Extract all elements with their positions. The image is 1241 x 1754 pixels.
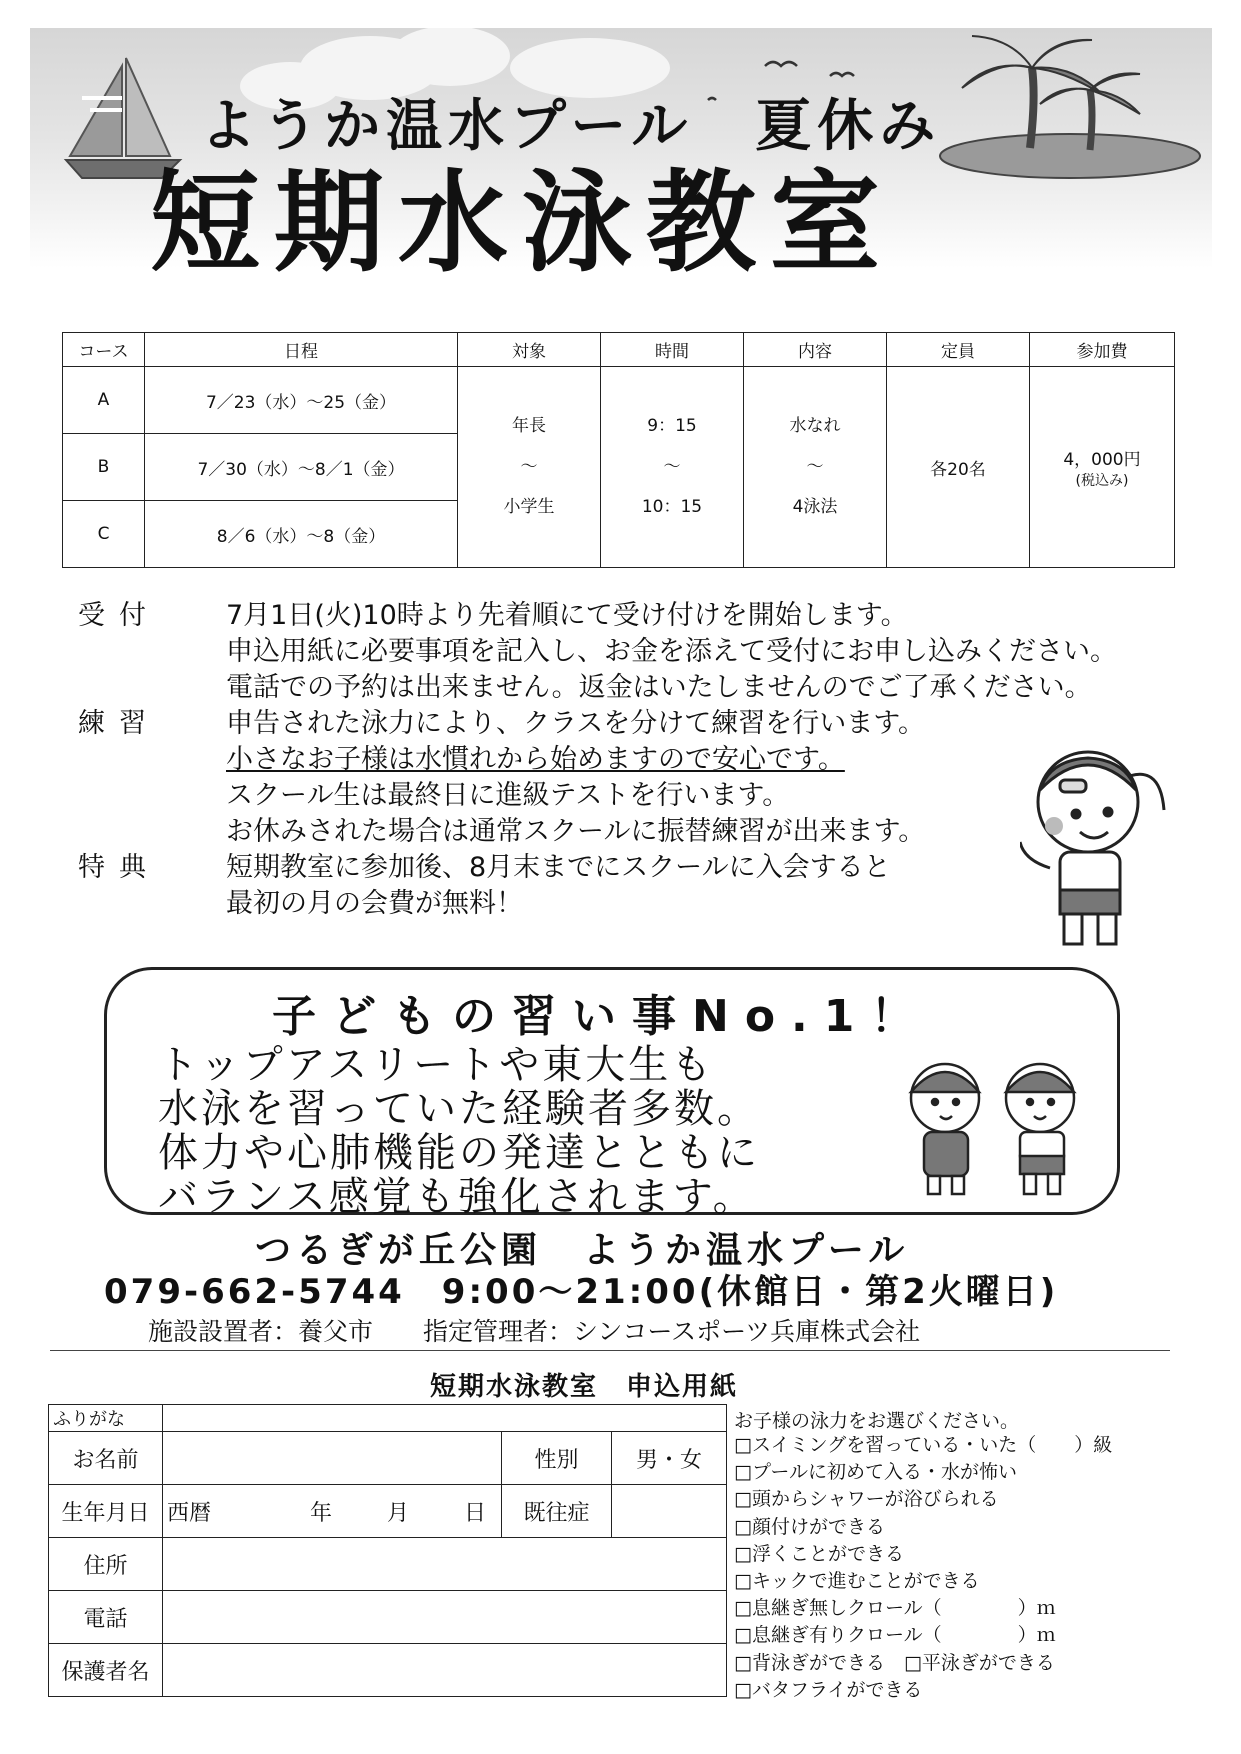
swim-option[interactable]: □息継ぎ有りクロール（ ）ｍ <box>734 1624 1056 1647</box>
history-field[interactable] <box>612 1485 727 1538</box>
form-title: 短期水泳教室 申込用紙 <box>430 1372 739 1402</box>
callout-title: 子どもの習い事No.1！ <box>272 991 931 1042</box>
benefit-row <box>78 850 1117 922</box>
swim-option[interactable]: □顔付けができる <box>734 1515 885 1538</box>
practice-line-underlined: 小さなお子様は水慣れから始めますので安心です。 <box>226 744 845 775</box>
birth-day-unit: 日 <box>464 1500 487 1526</box>
address-row <box>49 1538 727 1591</box>
birth-era: 西暦 <box>167 1500 212 1526</box>
furigana-row <box>49 1405 727 1432</box>
gender-options[interactable]: 男・女 <box>612 1432 727 1485</box>
furigana-label: ふりがな <box>49 1405 163 1432</box>
target-to: 小学生 <box>503 497 555 518</box>
practice-row <box>78 706 1117 850</box>
address-field[interactable] <box>163 1538 727 1591</box>
time-cell <box>601 367 744 568</box>
birthdate-row <box>49 1485 727 1538</box>
practice-line: お休みされた場合は通常スクールに振替練習が出来ます。 <box>226 816 926 847</box>
name-row <box>49 1432 727 1485</box>
content-tilde: ～ <box>806 456 824 477</box>
schedule-table <box>62 332 1175 568</box>
swim-option[interactable]: □バタフライができる <box>734 1678 923 1701</box>
name-field[interactable] <box>163 1432 502 1485</box>
facility-phone-hours: 079-662-5744 9:00～21:00(休館日・第2火曜日) <box>104 1272 1059 1312</box>
birthdate-label: 生年月日 <box>49 1485 163 1538</box>
column-header: 参加費 <box>1030 333 1175 367</box>
time-start: 9：15 <box>647 415 697 436</box>
benefit-label: 特典 <box>78 852 160 883</box>
reception-row <box>78 598 1117 706</box>
reception-line: 申込用紙に必要事項を記入し、お金を添えて受付にお申し込みください。 <box>226 636 1117 667</box>
content-from: 水なれ <box>789 415 841 436</box>
swim-option[interactable]: □スイミングを習っている・いた（ ）級 <box>734 1434 1113 1456</box>
phone-field[interactable] <box>163 1591 727 1644</box>
info-section <box>78 598 1117 922</box>
fee-note: (税込み) <box>1075 472 1129 489</box>
dates-cell: 8／6（水）～8（金） <box>145 501 458 568</box>
guardian-label: 保護者名 <box>49 1644 163 1697</box>
fee-cell <box>1030 367 1175 568</box>
swim-option[interactable]: □キックで進むことができる <box>734 1570 980 1593</box>
benefit-line: 短期教室に参加後、8月末までにスクールに入会すると <box>226 852 891 883</box>
dates-cell: 7／23（水）～25（金） <box>145 367 458 434</box>
address-label: 住所 <box>49 1538 163 1591</box>
guardian-row <box>49 1644 727 1697</box>
practice-line: 申告された泳力により、クラスを分けて練習を行います。 <box>226 708 926 739</box>
capacity-cell: 各20名 <box>887 367 1030 568</box>
swim-option[interactable]: □頭からシャワーが浴びられる <box>734 1488 999 1511</box>
history-label: 既往症 <box>502 1485 612 1538</box>
facility-admin: 施設設置者：養父市 指定管理者：シンコースポーツ兵庫株式会社 <box>148 1317 921 1346</box>
column-header: 内容 <box>744 333 887 367</box>
birthdate-field[interactable] <box>163 1485 502 1538</box>
column-header: 定員 <box>887 333 1030 367</box>
swim-option[interactable]: □背泳ぎができる □平泳ぎができる <box>734 1651 1055 1674</box>
course-cell: B <box>63 434 145 501</box>
callout-line: トップアスリートや東大生も <box>158 1042 715 1088</box>
reception-label: 受付 <box>78 600 160 631</box>
target-cell <box>458 367 601 568</box>
target-tilde: ～ <box>520 456 538 477</box>
benefit-line: 最初の月の会費が無料！ <box>226 888 523 919</box>
phone-label: 電話 <box>49 1591 163 1644</box>
callout-line: バランス感覚も強化されます。 <box>158 1174 756 1220</box>
practice-line: スクール生は最終日に進級テストを行います。 <box>226 780 790 811</box>
swim-ability-list <box>734 1432 1112 1704</box>
callout-line: 水泳を習っていた経験者多数。 <box>158 1086 760 1132</box>
page-title: 短期水泳教室 <box>150 159 894 287</box>
guardian-field[interactable] <box>163 1644 727 1697</box>
reception-line: 電話での予約は出来ません。返金はいたしませんのでご了承ください。 <box>226 672 1092 703</box>
course-cell: A <box>63 367 145 434</box>
practice-text <box>226 706 925 850</box>
schedule-header-row <box>63 333 1175 367</box>
name-label: お名前 <box>49 1432 163 1485</box>
time-end: 10：15 <box>641 497 703 518</box>
phone-row <box>49 1591 727 1644</box>
swim-option[interactable]: □息継ぎ無しクロール（ ）ｍ <box>734 1597 1056 1620</box>
swimmer-kid-icon <box>1020 740 1180 950</box>
palm-tree-icon <box>940 36 1200 178</box>
column-header: コース <box>63 333 145 367</box>
application-form <box>48 1404 727 1697</box>
dates-cell: 7／30（水）～8／1（金） <box>145 434 458 501</box>
header-subtitle: ようか温水プール 夏休み <box>200 94 942 159</box>
swim-option[interactable]: □プールに初めて入る・水が怖い <box>734 1461 1018 1484</box>
practice-label: 練習 <box>78 708 160 739</box>
column-header: 日程 <box>145 333 458 367</box>
reception-line: 7月1日(火)10時より先着順にて受け付けを開始します。 <box>226 600 908 631</box>
swim-option[interactable]: □浮くことができる <box>734 1542 904 1565</box>
table-row <box>63 367 1175 434</box>
gender-label: 性別 <box>502 1432 612 1485</box>
furigana-field[interactable] <box>163 1405 727 1432</box>
benefit-text <box>226 850 891 922</box>
birth-month-unit: 月 <box>387 1500 410 1526</box>
course-cell: C <box>63 501 145 568</box>
divider <box>50 1350 1170 1351</box>
time-tilde: ～ <box>663 456 681 477</box>
content-to: 4泳法 <box>792 497 838 518</box>
facility-name: つるぎが丘公園 ようか温水プール <box>255 1230 910 1271</box>
column-header: 時間 <box>601 333 744 367</box>
reception-text <box>226 598 1117 706</box>
content-cell <box>744 367 887 568</box>
callout-line: 体力や心肺機能の発達とともに <box>158 1130 760 1176</box>
kids-icon <box>890 1048 1110 1198</box>
birth-year-unit: 年 <box>310 1500 333 1526</box>
target-from: 年長 <box>512 415 546 436</box>
swim-ability-heading: お子様の泳力をお選びください。 <box>734 1410 1020 1432</box>
column-header: 対象 <box>458 333 601 367</box>
fee-amount: 4，000円 <box>1063 449 1141 470</box>
